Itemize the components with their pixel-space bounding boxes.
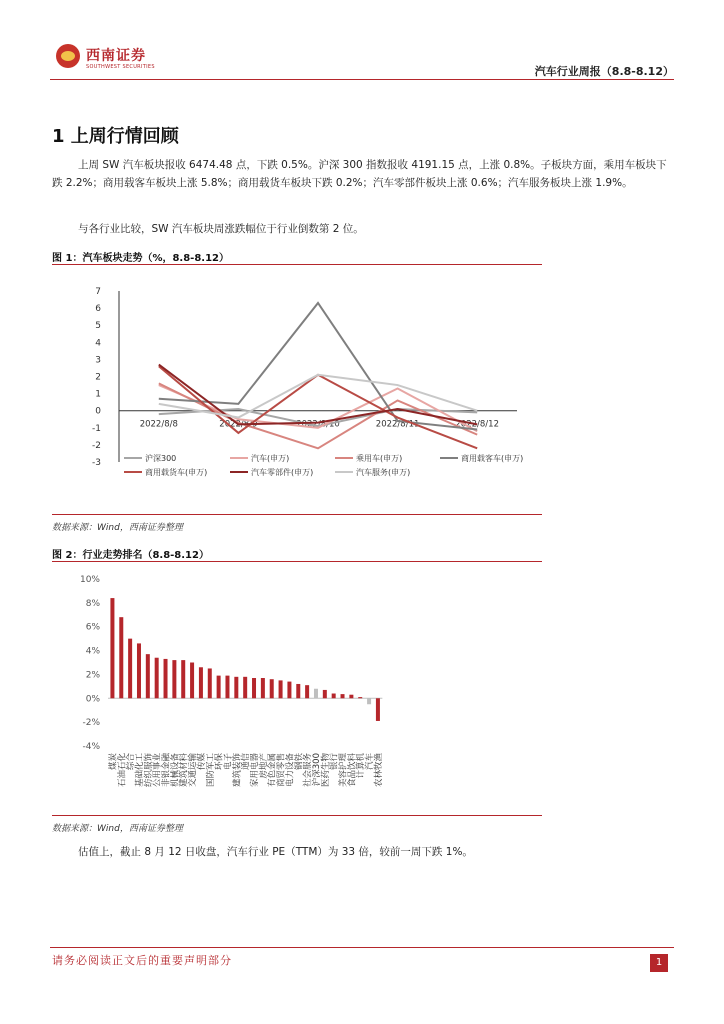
x-tick-label: 家用电器 — [250, 753, 261, 788]
figure2-source: 数据来源：Wind，西南证券整理 — [52, 824, 183, 834]
figure2-top-rule — [52, 561, 542, 562]
x-tick-label: 食品饮料 — [347, 753, 358, 788]
bar — [349, 695, 353, 699]
x-tick-label: 2022/8/11 — [375, 419, 420, 430]
y-tick-label: 4% — [85, 646, 100, 657]
x-tick-label: 基础化工 — [134, 753, 145, 788]
figure1-source: 数据来源：Wind，西南证券整理 — [52, 523, 183, 533]
legend-label: 乘用车(申万) — [356, 454, 403, 463]
bar — [252, 678, 256, 698]
y-tick-label: 7 — [95, 287, 101, 297]
paragraph-valuation — [52, 843, 672, 861]
x-tick-label: 电子 — [223, 753, 234, 771]
y-tick-label: 1 — [95, 389, 101, 400]
y-tick-label: 3 — [95, 355, 101, 366]
bar — [234, 677, 238, 698]
bar — [358, 697, 362, 698]
x-tick-label: 有色金属 — [267, 753, 278, 788]
x-tick-label: 建筑材料 — [179, 753, 190, 788]
legend-label: 商用载客车(申万) — [461, 454, 524, 463]
x-tick-label: 美容护理 — [338, 753, 349, 788]
figure1-top-rule — [52, 264, 542, 265]
bar — [172, 660, 176, 698]
x-tick-label: 农林牧渔 — [373, 753, 384, 788]
bar — [164, 659, 168, 698]
footer-disclaimer: 请务必阅读正文后的重要声明部分 — [52, 954, 232, 967]
x-tick-label: 商贸零售 — [276, 753, 287, 788]
y-tick-label: 2% — [85, 670, 100, 681]
bar — [181, 660, 185, 698]
x-tick-label: 计算机 — [356, 753, 367, 779]
x-tick-label: 综合 — [126, 753, 137, 771]
x-tick-label: 2022/8/8 — [139, 419, 178, 430]
bar-chart-industry-ranking — [52, 565, 542, 813]
report-title: 汽车行业周报（8.8-8.12） — [534, 65, 674, 78]
x-tick-label: 机械设备 — [170, 753, 181, 788]
bar — [279, 680, 283, 698]
x-tick-label: 电力设备 — [285, 753, 296, 788]
x-tick-label: 2022/8/10 — [296, 419, 340, 430]
figure2-title: 图 2：行业走势排名（8.8-8.12） — [52, 550, 209, 561]
y-tick-label: 0% — [85, 694, 100, 705]
x-tick-label: 钢铁 — [294, 753, 305, 771]
paragraph-text: 与各行业比较，SW 汽车板块周涨跌幅位于行业倒数第 2 位。 — [78, 223, 364, 235]
y-tick-label: 5 — [95, 321, 101, 332]
y-tick-label: 2 — [95, 372, 101, 383]
paragraph-market-review — [52, 156, 672, 192]
y-tick-label: -1 — [92, 423, 101, 434]
x-tick-label: 煤炭 — [108, 753, 119, 771]
bar — [146, 654, 150, 698]
x-tick-label: 房地产 — [258, 753, 269, 779]
bar — [190, 663, 194, 699]
bar — [296, 684, 300, 698]
bar — [137, 643, 141, 698]
bar — [119, 617, 123, 698]
x-tick-label: 沪深300 — [311, 753, 322, 787]
figure1-title: 图 1：汽车板块走势（%，8.8-8.12） — [52, 253, 229, 264]
footer-divider — [50, 947, 674, 948]
figure2-bottom-rule — [52, 815, 542, 816]
bar — [208, 668, 212, 698]
x-tick-label: 交通运输 — [188, 753, 199, 788]
bar — [217, 676, 221, 699]
x-tick-label: 银行 — [329, 753, 340, 771]
x-tick-label: 汽车 — [365, 753, 376, 771]
y-tick-label: 6% — [85, 622, 100, 633]
y-tick-label: 8% — [85, 598, 100, 609]
paragraph-text: 上周 SW 汽车板块报收 6474.48 点，下跌 0.5%。沪深 300 指数报收 4191.15 点，上涨 0.8%。子板块方面，乘用车板块下跌 2.2%；商用载客车板块上涨 5.8%；商用载货车板块下跌 0.2%；汽车零部件板块上涨 0.6%；汽车服务板块上涨 1.9%。 — [52, 159, 667, 189]
logo-text: 西南证券 — [86, 48, 146, 64]
page-number: 1 — [650, 954, 668, 972]
bar — [128, 639, 132, 699]
bar — [261, 678, 265, 698]
logo-icon — [56, 44, 80, 68]
x-tick-label: 社会服务 — [303, 753, 314, 788]
legend-label: 汽车零部件(申万) — [251, 468, 314, 477]
x-tick-label: 医药生物 — [320, 753, 331, 788]
bar — [367, 698, 371, 704]
y-tick-label: 10% — [79, 575, 100, 585]
legend-label: 汽车服务(申万) — [356, 468, 411, 477]
x-tick-label: 2022/8/12 — [455, 419, 499, 430]
x-tick-label: 非银金融 — [161, 753, 172, 788]
y-tick-label: -4% — [82, 742, 100, 752]
legend-label: 商用载货车(申万) — [145, 468, 208, 477]
x-tick-label: 建筑装饰 — [232, 753, 243, 788]
y-tick-label: -2 — [92, 440, 101, 451]
bar — [110, 598, 114, 698]
y-tick-label: 4 — [95, 338, 101, 349]
bar — [199, 667, 203, 698]
bar — [341, 694, 345, 698]
bar — [323, 690, 327, 698]
legend-label: 沪深300 — [145, 454, 177, 463]
x-tick-label: 环保 — [214, 753, 225, 771]
series-line — [159, 366, 477, 448]
bar — [287, 682, 291, 699]
section-title: 1 上周行情回顾 — [52, 126, 179, 147]
header-divider — [50, 79, 674, 80]
line-chart-auto-sectors — [52, 268, 542, 512]
bar — [270, 679, 274, 698]
y-tick-label: 0 — [95, 406, 101, 417]
bar — [243, 677, 247, 698]
x-tick-label: 纺织服饰 — [143, 753, 154, 788]
y-tick-label: -2% — [82, 718, 100, 729]
x-tick-label: 通信 — [241, 753, 252, 771]
x-tick-label: 公用事业 — [152, 753, 163, 788]
bar — [332, 694, 336, 699]
bar — [314, 689, 318, 699]
x-tick-label: 传媒 — [196, 753, 207, 771]
paragraph-text: 估值上，截止 8 月 12 日收盘，汽车行业 PE（TTM）为 33 倍，较前一周下跌 1%。 — [78, 846, 473, 858]
legend-label: 汽车(申万) — [251, 454, 290, 463]
paragraph-industry-comparison — [52, 220, 672, 238]
y-tick-label: -3 — [92, 458, 101, 468]
x-tick-label: 2022/8/9 — [219, 419, 258, 430]
bar — [225, 676, 229, 699]
logo-subtext: SOUTHWEST SECURITIES — [86, 64, 155, 70]
bar — [305, 685, 309, 698]
bar — [376, 698, 380, 721]
x-tick-label: 国防军工 — [205, 753, 216, 788]
x-tick-label: 石油石化 — [117, 753, 128, 788]
y-tick-label: 6 — [95, 304, 101, 315]
bar — [155, 658, 159, 699]
figure1-bottom-rule — [52, 514, 542, 515]
